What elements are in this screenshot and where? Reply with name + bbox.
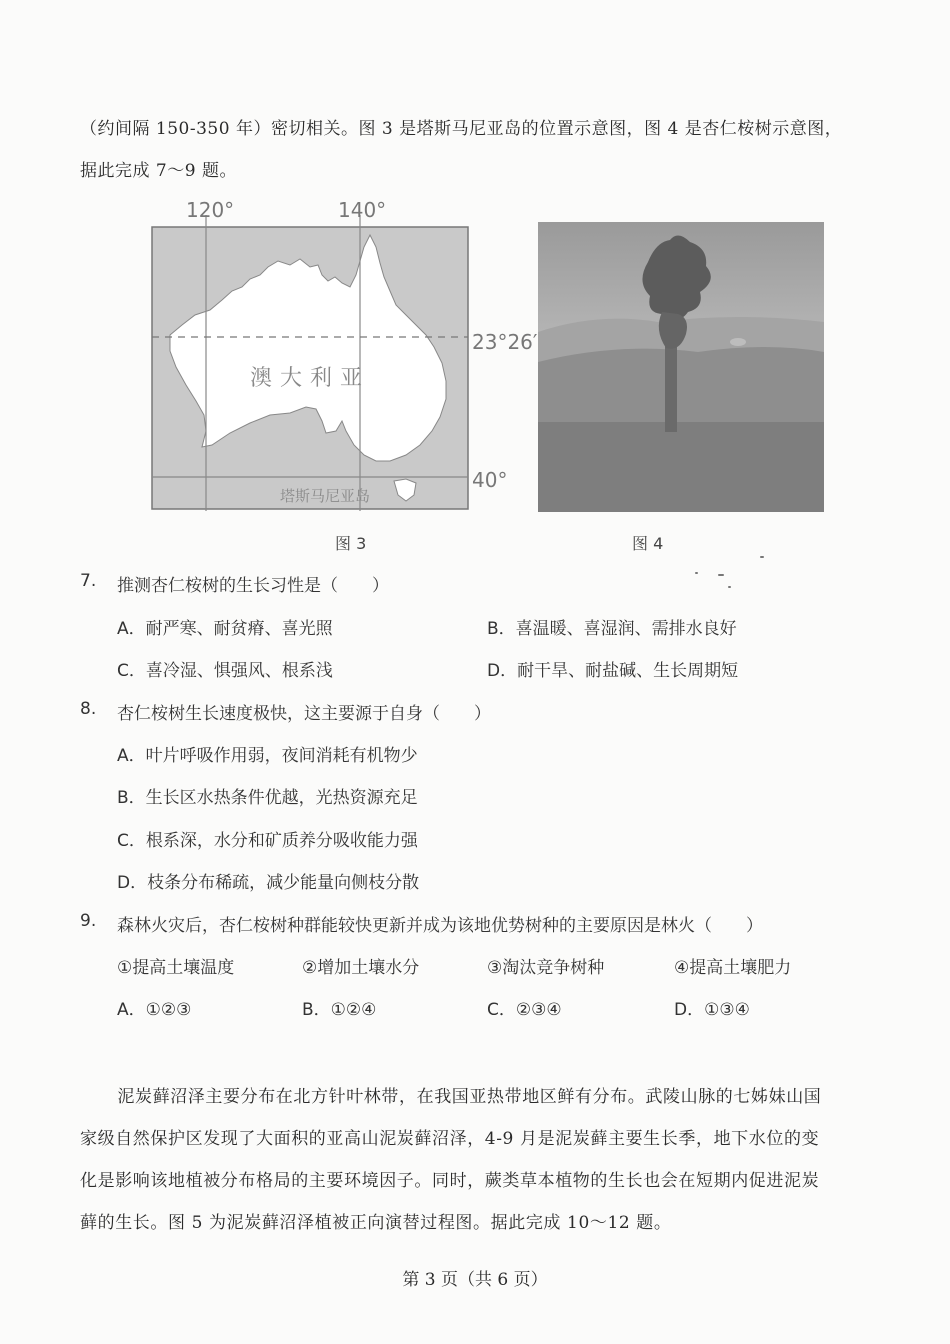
question-8-number: 8.: [80, 699, 97, 719]
question-9-item-4: ④提高土壤肥力: [674, 958, 792, 978]
figure-3-caption: 图 3: [335, 534, 367, 553]
australia-map: [150, 195, 540, 515]
question-7-number: 7.: [80, 571, 97, 591]
figure-3-map: [150, 195, 540, 515]
question-9-option-d: D．①③④: [674, 1000, 750, 1020]
lon-label-120: 120°: [186, 198, 235, 222]
passage-line-2: 家级自然保护区发现了大面积的亚高山泥炭藓沼泽，4-9 月是泥炭藓主要生长季，地下水位的变: [80, 1129, 820, 1149]
australia-label: 澳大利亚: [250, 366, 371, 391]
question-9-text: 森林火灾后，杏仁桉树种群能较快更新并成为该地优势树种的主要原因是林火（ ）: [117, 916, 763, 936]
question-7-option-d: D．耐干旱、耐盐碱、生长周期短: [487, 661, 739, 681]
question-8-option-d: D．枝条分布稀疏，减少能量向侧枝分散: [117, 873, 420, 893]
scan-speck: [728, 586, 731, 588]
question-8-option-a: A．叶片呼吸作用弱，夜间消耗有机物少: [117, 746, 418, 766]
intro-line-1: （约间隔 150-350 年）密切相关。图 3 是塔斯马尼亚岛的位置示意图，图 4 是杏仁桉树示意图，: [80, 119, 843, 139]
lat-label-tropic: 23°26′: [472, 330, 538, 354]
question-9-number: 9.: [80, 911, 97, 931]
tasmania-label: 塔斯马尼亚岛: [280, 487, 371, 505]
question-7-option-b: B．喜温暖、喜湿润、需排水良好: [487, 619, 737, 639]
intro-line-2: 据此完成 7～9 题。: [80, 161, 237, 181]
figure-4-photo: [538, 222, 824, 512]
question-8-text: 杏仁桉树生长速度极快，这主要源于自身（ ）: [117, 704, 491, 724]
question-9-option-c: C．②③④: [487, 1000, 562, 1020]
page-number: 第 3 页（共 6 页）: [402, 1270, 548, 1290]
question-8-option-b: B．生长区水热条件优越，光热资源充足: [117, 788, 418, 808]
passage-line-1: 泥炭藓沼泽主要分布在北方针叶林带，在我国亚热带地区鲜有分布。武陵山脉的七姊妹山国: [117, 1087, 822, 1107]
question-8-option-c: C．根系深，水分和矿质养分吸收能力强: [117, 831, 418, 851]
question-9-item-3: ③淘汰竞争树种: [487, 958, 605, 978]
passage-line-4: 藓的生长。图 5 为泥炭藓沼泽植被正向演替过程图。据此完成 10～12 题。: [80, 1213, 672, 1233]
question-7-text: 推测杏仁桉树的生长习性是（ ）: [117, 576, 389, 596]
scan-speck: [760, 556, 764, 558]
passage-text: [80, 1076, 870, 1244]
question-9-option-a: A．①②③: [117, 1000, 192, 1020]
lat-label-40: 40°: [472, 468, 508, 492]
eucalyptus-tree-photo: [538, 222, 824, 512]
question-9-option-b: B．①②④: [302, 1000, 377, 1020]
question-7-option-c: C．喜冷湿、惧强风、根系浅: [117, 661, 333, 681]
figure-4-caption: 图 4: [632, 534, 664, 553]
question-7-option-a: A．耐严寒、耐贫瘠、喜光照: [117, 619, 333, 639]
scan-speck: [695, 572, 698, 574]
passage-line-3: 化是影响该地植被分布格局的主要环境因子。同时，蕨类草本植物的生长也会在短期内促进泥炭: [80, 1171, 820, 1191]
scan-speck: [718, 574, 724, 576]
question-9-item-2: ②增加土壤水分: [302, 958, 420, 978]
question-9-item-1: ①提高土壤温度: [117, 958, 235, 978]
lon-label-140: 140°: [338, 198, 387, 222]
intro-text: [80, 108, 870, 192]
